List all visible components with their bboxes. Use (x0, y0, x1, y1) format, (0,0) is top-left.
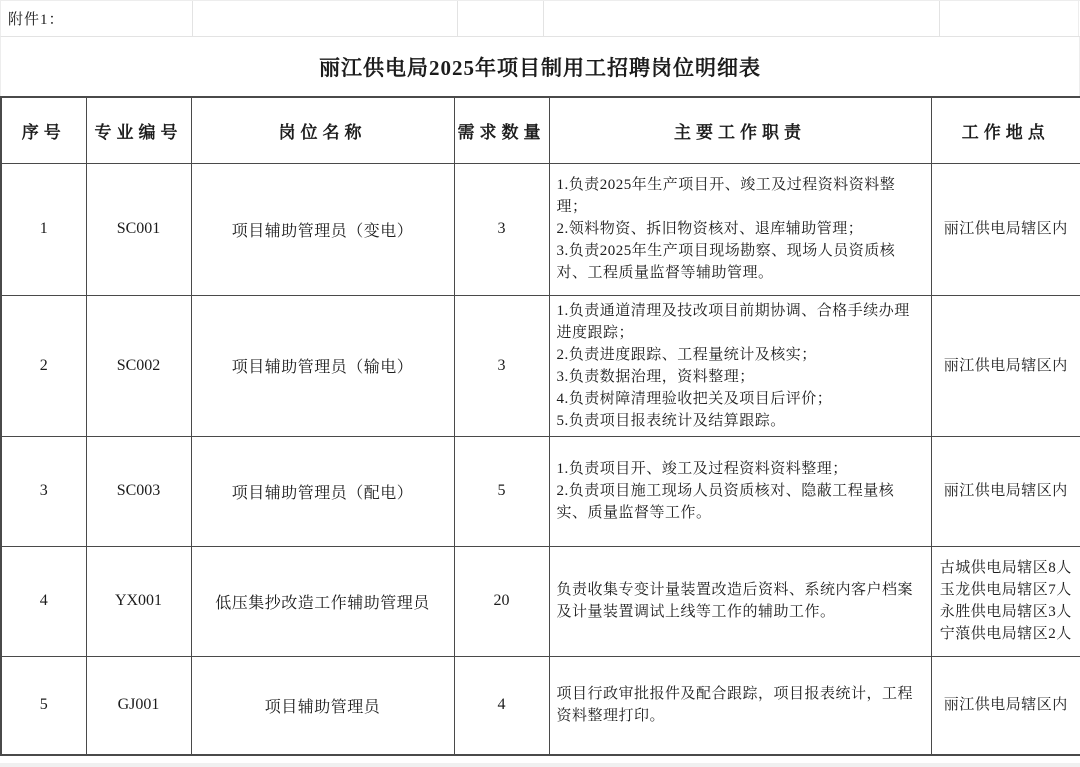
position-cell: 低压集抄改造工作辅助管理员 (191, 546, 454, 656)
table-row (1, 656, 1080, 755)
duty-line: 5.负责项目报表统计及结算跟踪。 (556, 412, 786, 429)
col-header-position: 岗位名称 (191, 97, 454, 163)
code-cell: SC003 (86, 436, 191, 546)
seq-cell: 5 (1, 656, 86, 755)
duty-line: 3.负责2025年生产项目现场勘察、现场人员资质核对、工程质量监督等辅助管理。 (556, 243, 896, 281)
table-row (1, 295, 1080, 436)
table-body (1, 163, 1080, 755)
title-band (0, 37, 1080, 96)
code-cell: SC002 (86, 295, 191, 436)
attachment-label: 附件1： (8, 12, 65, 28)
duty-line: 2.负责进度跟踪、工程量统计及核实； (556, 346, 817, 363)
empty-cell (458, 1, 544, 36)
duty-line: 负责收集专变计量装置改造后资料、系统内客户档案及计量装置调试上线等工作的辅助工作。 (556, 582, 914, 620)
col-header-count: 需求数量 (454, 97, 549, 163)
seq-cell: 2 (1, 295, 86, 436)
col-header-location: 工作地点 (931, 97, 1080, 163)
position-cell: 项目辅助管理员（配电） (191, 436, 454, 546)
empty-cell (940, 1, 1079, 36)
sheet-bottom-edge (0, 763, 1080, 767)
count-cell: 5 (454, 436, 549, 546)
seq-cell: 3 (1, 436, 86, 546)
location-cell (931, 656, 1080, 755)
duty-line: 1.负责2025年生产项目开、竣工及过程资料资料整理； (556, 177, 896, 215)
location-cell (931, 295, 1080, 436)
spreadsheet-top-row (0, 1, 1080, 37)
duty-line: 1.负责项目开、竣工及过程资料资料整理； (556, 461, 848, 477)
code-cell: SC001 (86, 163, 191, 295)
duty-line: 3.负责数据治理，资料整理； (556, 368, 755, 385)
position-cell: 项目辅助管理员（输电） (191, 295, 454, 436)
empty-cell (193, 1, 458, 36)
duties-cell (549, 546, 931, 656)
location-line: 永胜供电局辖区3人 (939, 604, 1072, 620)
code-cell: YX001 (86, 546, 191, 656)
location-cell (931, 436, 1080, 546)
col-header-code: 专业编号 (86, 97, 191, 163)
duties-cell (549, 295, 931, 436)
empty-cell (544, 1, 940, 36)
count-cell: 4 (454, 656, 549, 755)
duty-line: 2.负责项目施工现场人员资质核对、隐蔽工程量核实、质量监督等工作。 (556, 483, 895, 521)
location-line: 古城供电局辖区8人 (939, 560, 1072, 576)
recruitment-table (0, 96, 1080, 756)
location-cell (931, 546, 1080, 656)
location-line: 丽江供电局辖区内 (943, 357, 1068, 374)
table-row (1, 546, 1080, 656)
location-line: 丽江供电局辖区内 (943, 483, 1068, 499)
count-cell: 3 (454, 163, 549, 295)
location-line: 宁蒗供电局辖区2人 (939, 626, 1072, 642)
col-header-seq: 序号 (1, 97, 86, 163)
location-cell (931, 163, 1080, 295)
position-cell: 项目辅助管理员（变电） (191, 163, 454, 295)
table-row (1, 163, 1080, 295)
duties-cell (549, 436, 931, 546)
col-header-duties: 主要工作职责 (549, 97, 931, 163)
count-cell: 3 (454, 295, 549, 436)
count-cell: 20 (454, 546, 549, 656)
seq-cell: 1 (1, 163, 86, 295)
attachment-cell (1, 1, 193, 36)
page-title: 丽江供电局2025年项目制用工招聘岗位明细表 (319, 55, 761, 80)
duty-line: 项目行政审批报件及配合跟踪，项目报表统计，工程资料整理打印。 (556, 686, 914, 725)
location-line: 丽江供电局辖区内 (943, 697, 1068, 714)
location-line: 玉龙供电局辖区7人 (939, 582, 1072, 598)
duty-line: 4.负责树障清理验收把关及项目后评价； (556, 390, 833, 407)
position-cell: 项目辅助管理员 (191, 656, 454, 755)
location-line: 丽江供电局辖区内 (943, 221, 1068, 237)
duties-cell (549, 656, 931, 755)
seq-cell: 4 (1, 546, 86, 656)
code-cell: GJ001 (86, 656, 191, 755)
table-row (1, 436, 1080, 546)
duties-cell (549, 163, 931, 295)
duty-line: 2.领料物资、拆旧物资核对、退库辅助管理； (556, 221, 864, 237)
header-row (1, 97, 1080, 163)
duty-line: 1.负责通道清理及技改项目前期协调、合格手续办理进度跟踪； (556, 302, 910, 341)
